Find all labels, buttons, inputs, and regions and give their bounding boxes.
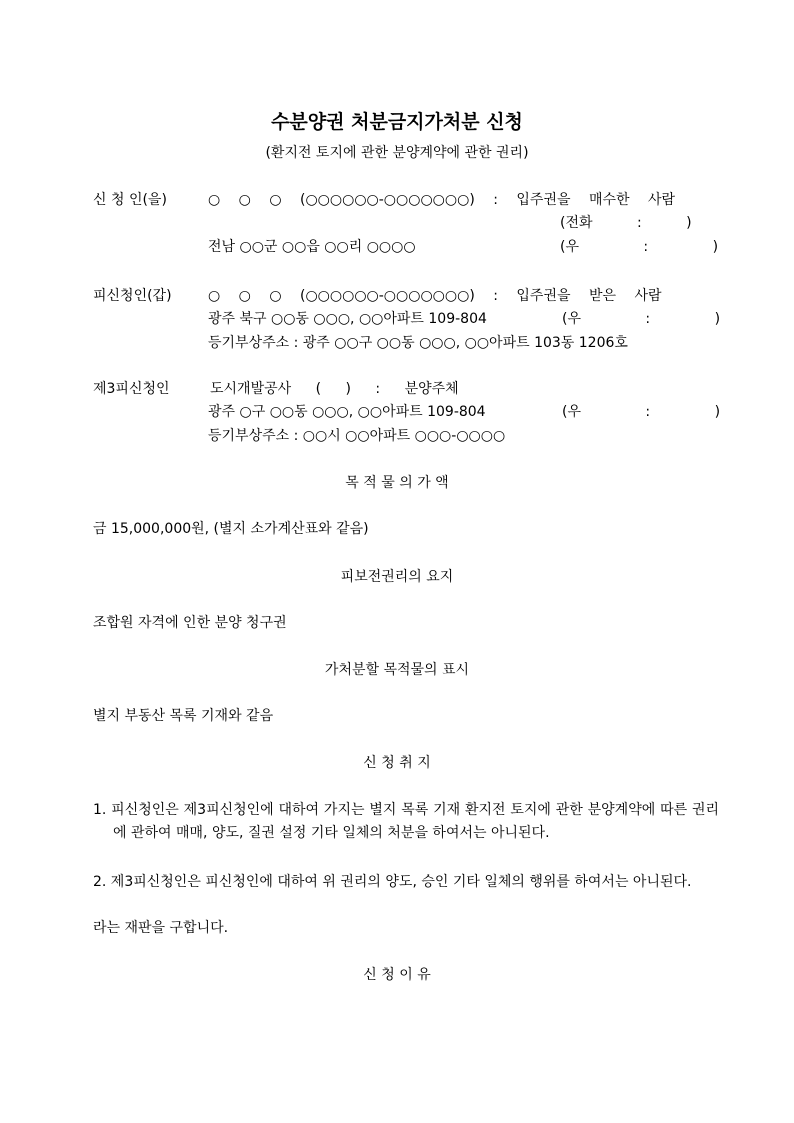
respondent-postal: (우 : ) — [562, 311, 721, 327]
purpose-item-1: 1. 피신청인은 제3피신청인에 대하여 가지는 별지 목록 기재 환지전 토지에 관한 분양계약에 따른 권리에 관하여 매매, 양도, 질권 설정 기타 일체의 처분을 하여서는 아니된다. — [93, 802, 719, 841]
respondent-label: 피신청인(갑) — [93, 288, 172, 304]
purpose-item-2: 2. 제3피신청인은 피신청인에 대하여 위 권리의 양도, 승인 기타 일체의 행위를 하여서는 아니된다. — [93, 874, 692, 890]
third-party-postal: (우 : ) — [562, 404, 721, 420]
applicant-address: 전남 ○○군 ○○읍 ○○리 ○○○○ — [208, 239, 416, 255]
purpose-closing: 라는 재판을 구합니다. — [93, 920, 229, 936]
applicant-phone: (전화 : ) — [560, 215, 692, 231]
value-heading: 목 적 물 의 가 액 — [345, 475, 449, 491]
applicant-postal: (우 : ) — [560, 239, 719, 255]
object-text: 별지 부동산 목록 기재와 같음 — [93, 708, 274, 724]
respondent-registry: 등기부상주소 : 광주 ○○구 ○○동 ○○○, ○○아파트 103동 1206호 — [208, 335, 628, 351]
object-heading: 가처분할 목적물의 표시 — [324, 662, 470, 678]
third-party-address: 광주 ○구 ○○동 ○○○, ○○아파트 109-804 — [208, 404, 486, 420]
applicant-label: 신 청 인(을) — [93, 192, 167, 208]
respondent-address: 광주 북구 ○○동 ○○○, ○○아파트 109-804 — [208, 311, 487, 327]
reason-heading: 신 청 이 유 — [363, 967, 431, 983]
value-text: 금 15,000,000원, (별지 소가계산표와 같음) — [93, 521, 369, 537]
respondent-line1: ○ ○ ○ (○○○○○○-○○○○○○○) : 입주권을 받은 사람 — [208, 288, 662, 304]
third-party-label: 제3피신청인 — [93, 381, 170, 397]
document-title: 수분양권 처분금지가처분 신청 — [271, 111, 523, 133]
third-party-line1: 도시개발공사 ( ) : 분양주체 — [210, 381, 459, 397]
purpose-heading: 신 청 취 지 — [363, 755, 431, 771]
right-heading: 피보전권리의 요지 — [340, 569, 454, 585]
third-party-registry: 등기부상주소 : ○○시 ○○아파트 ○○○-○○○○ — [208, 428, 506, 444]
document-subtitle: (환지전 토지에 관한 분양계약에 관한 권리) — [265, 145, 529, 161]
right-text: 조합원 자격에 인한 분양 청구권 — [93, 615, 287, 631]
applicant-line1: ○ ○ ○ (○○○○○○-○○○○○○○) : 입주권을 매수한 사람 — [208, 192, 676, 208]
